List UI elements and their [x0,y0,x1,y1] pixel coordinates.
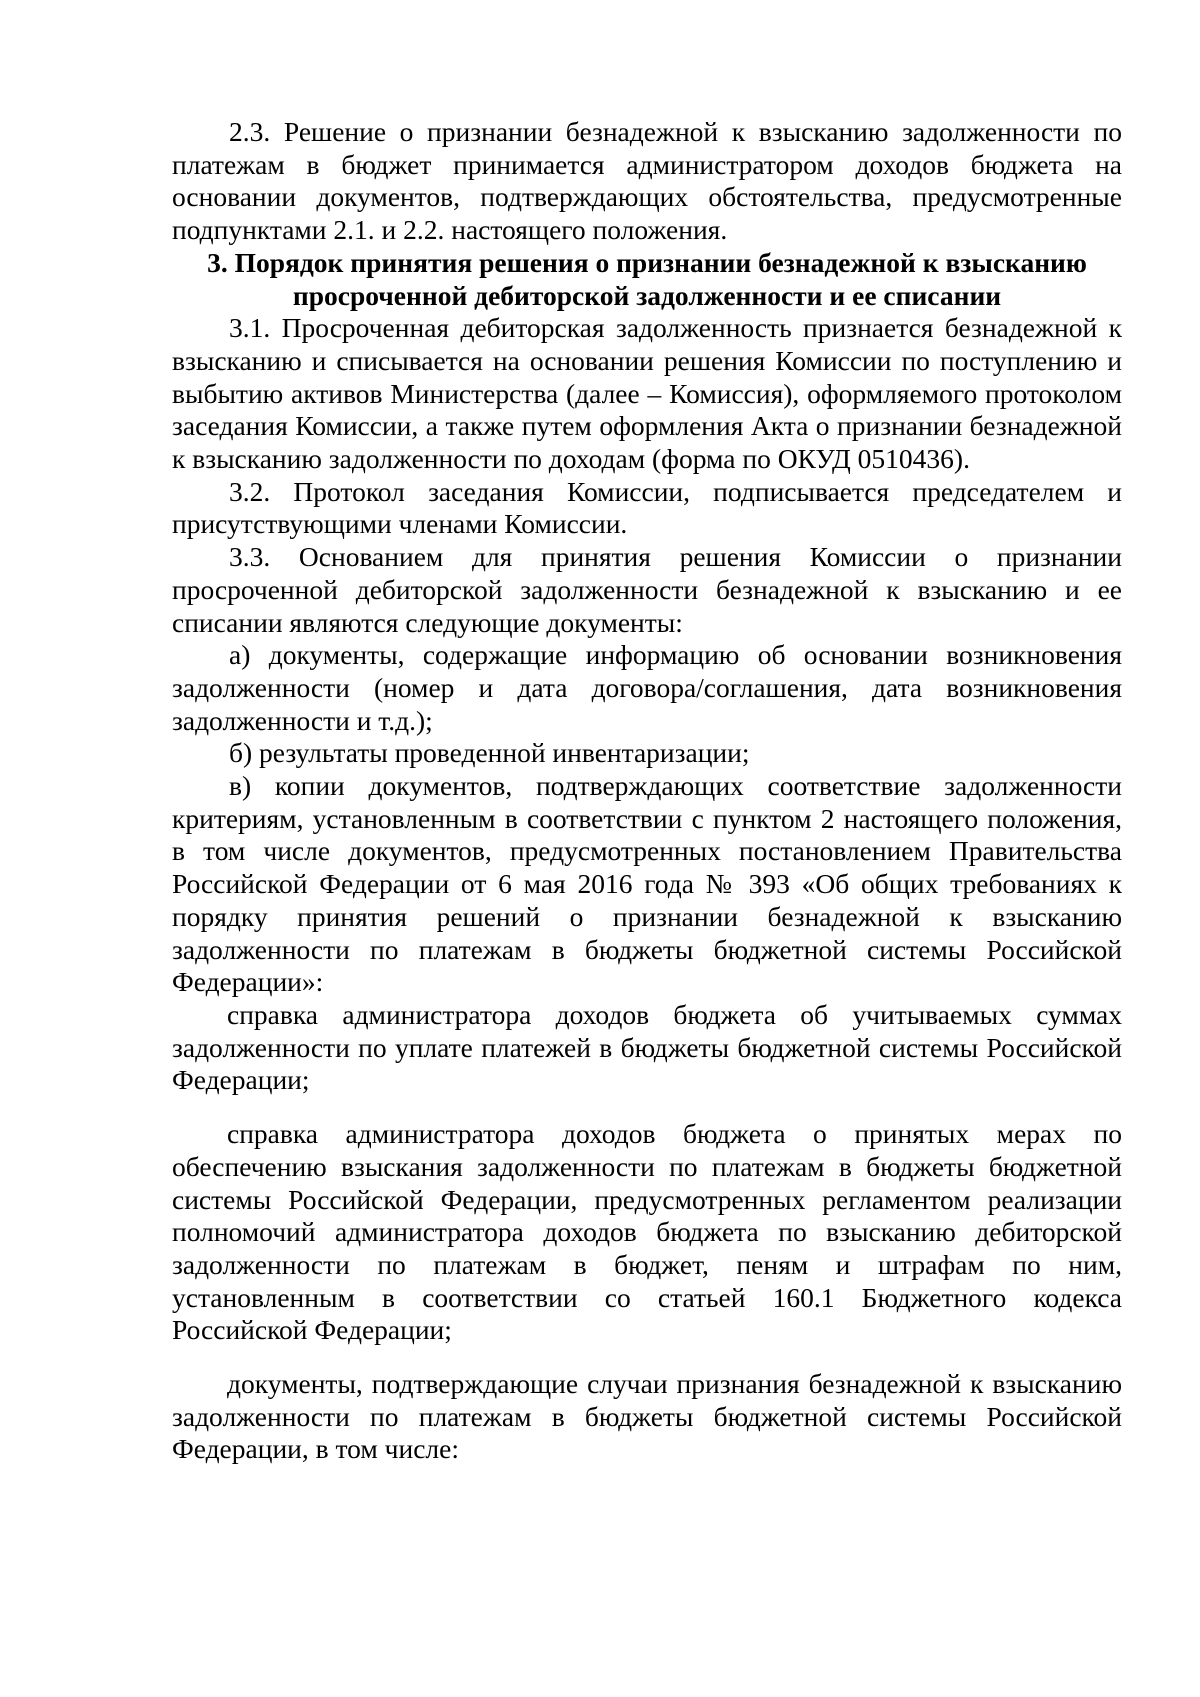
list-item-a: а) документы, содержащие информацию об основании возникновения задолженности (номер и дата договора/соглашения, дата возникновения задолженности и т.д.); [172,639,1122,736]
document-page [172,116,1122,1466]
documents-paragraph: документы, подтверждающие случаи признания безнадежной к взысканию задолженности по платежам в бюджеты бюджетной системы Российской Федерации, в том числе: [172,1368,1122,1465]
paragraph-3-2: 3.2. Протокол заседания Комиссии, подписывается председателем и присутствующими членами Комиссии. [172,475,1122,540]
list-item-v: в) копии документов, подтверждающих соответствие задолженности критериям, установленным в соответствии с пунктом 2 настоящего положения, в том числе документов, предусмотренных постановлением Правительства Российской Федерации от 6 мая 2016 года № 393 «Об общих требованиях к порядку принятия решений о признании безнадежной к взысканию задолженности по платежам в бюджеты бюджетной системы Российской Федерации»: [172,770,1122,998]
paragraph-2-3: 2.3. Решение о признании безнадежной к взысканию задолженности по платежам в бюджет принимается администратором доходов бюджета на основании документов, подтверждающих обстоятельства, предусмотренные подпунктами 2.1. и 2.2. настоящего положения. [172,116,1122,246]
paragraph-3-3: 3.3. Основанием для принятия решения Комиссии о признании просроченной дебиторской задолженности безнадежной к взысканию и ее списании являются следующие документы: [172,541,1122,638]
paragraph-3-1: 3.1. Просроченная дебиторская задолженность признается безнадежной к взысканию и списывается на основании решения Комиссии по поступлению и выбытию активов Министерства (далее – Комиссия), оформляемого протоколом заседания Комиссии, а также путем оформления Акта о признании безнадежной к взысканию задолженности по доходам (форма по ОКУД 0510436). [172,312,1122,475]
certificate-paragraph-1: справка администратора доходов бюджета об учитываемых суммах задолженности по уплате платежей в бюджеты бюджетной системы Российской Федерации; [172,998,1122,1096]
section-3-heading: 3. Порядок принятия решения о признании безнадежной к взысканию просроченной дебиторской задолженности и ее списании [207,246,1087,311]
certificate-paragraph-2: справка администратора доходов бюджета о принятых мерах по обеспечению взыскания задолженности по платежам в бюджеты бюджетной системы Российской Федерации, предусмотренных регламентом реализации полномочий администратора доходов бюджета по взысканию дебиторской задолженности по платежам в бюджет, пеням и штрафам по ним, установленным в соответствии со статьей 160.1 Бюджетного кодекса Российской Федерации; [172,1118,1122,1346]
list-item-b: б) результаты проведенной инвентаризации; [229,737,750,769]
